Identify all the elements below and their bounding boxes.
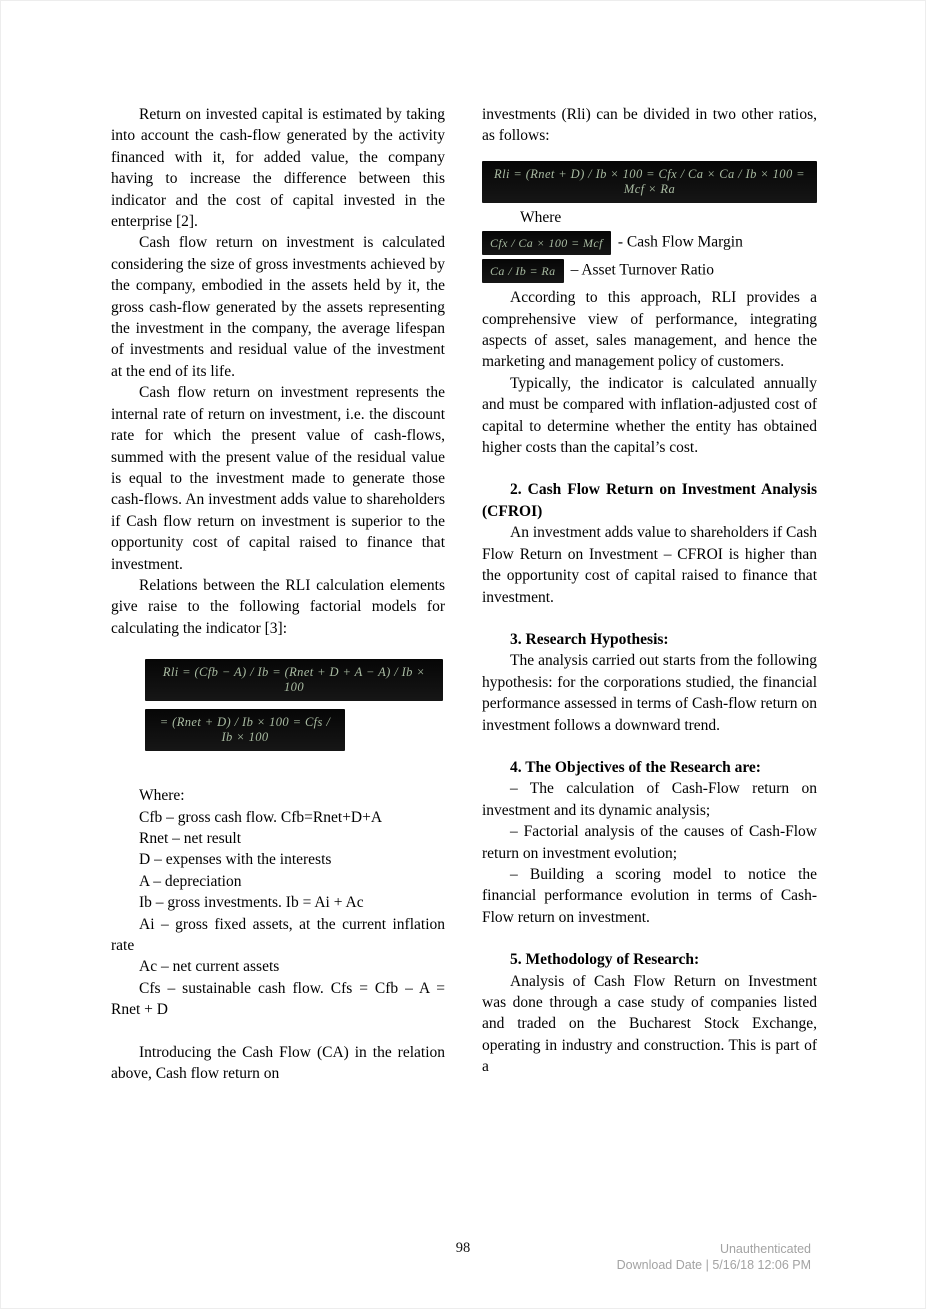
where-label: Where:	[139, 787, 185, 805]
paragraph: Return on invested capital is estimated by taking into account the cash-flow generated by the activity financed with it, for added value, the company having to increase the difference between this indicator and the cost of capital invested in the enterprise [2].	[111, 106, 445, 231]
formula-image-cash-flow-margin: Cfx / Ca × 100 = Mcf	[482, 231, 611, 255]
definition-line: D – expenses with the interests	[139, 851, 332, 869]
stamp-line-download-date: Download Date | 5/16/18 12:06 PM	[616, 1258, 811, 1272]
definition-line: Ac – net current assets	[139, 958, 280, 976]
left-column	[111, 104, 445, 1084]
download-stamp	[617, 1241, 811, 1273]
paragraph: An investment adds value to shareholders if Cash Flow Return on Investment – CFROI is higher than the opportunity cost of capital raised to finance that investment.	[482, 524, 817, 606]
formula-image-rli-model-2	[145, 709, 345, 751]
paragraph: Relations between the RLI calculation elements give raise to the following factorial models for calculating the indicator [3]:	[111, 576, 445, 637]
stamp-line-unauthenticated: Unauthenticated	[719, 1242, 811, 1256]
section-heading-hypothesis: 3. Research Hypothesis:	[510, 630, 669, 648]
objective-item: – The calculation of Cash-Flow return on investment and its dynamic analysis;	[482, 780, 817, 819]
cash-flow-margin-row	[482, 231, 817, 255]
spacer	[111, 765, 445, 785]
asset-turnover-row	[482, 259, 817, 283]
formula-image-rli-model-1	[145, 659, 443, 701]
objective-item: – Building a scoring model to notice the financial performance evolution in terms of Cash-Flow return on investment.	[482, 865, 817, 926]
ratio-caption: - Cash Flow Margin	[617, 233, 743, 251]
right-column	[482, 104, 817, 1084]
definition-line: Rnet – net result	[139, 829, 242, 847]
paragraph: Introducing the Cash Flow (CA) in the relation above, Cash flow return on	[111, 1043, 445, 1083]
objective-item: – Factorial analysis of the causes of Cash-Flow return on investment evolution;	[482, 823, 817, 862]
ratio-caption: – Asset Turnover Ratio	[570, 261, 714, 279]
paragraph: Cash flow return on investment represents the internal rate of return on investment, i.e. the discount rate for which the present value of cash-flows, summed with the present value of the residual value is equal to the investment made to generate those cash-flows. An investment adds value to shareholders if Cash flow return on investment is superior to the opportunity cost of capital raised to finance that investment.	[111, 384, 445, 573]
paragraph: According to this approach, RLI provides a comprehensive view of performance, integrating aspects of asset, sales management, and hence the marketing and management policy of customers.	[482, 289, 817, 371]
formula-text: = (Rnet + D) / Ib × 100 = Cfs / Ib × 100	[159, 715, 331, 745]
definition-line: Cfs – sustainable cash flow. Cfs = Cfb – A = Rnet + D	[111, 979, 445, 1019]
two-column-body	[1, 1, 925, 1084]
paragraph: Typically, the indicator is calculated annually and must be compared with inflation-adjusted cost of capital to determine whether the entity has obtained higher costs than the capital’s cost.	[482, 374, 817, 457]
section-heading-objectives: 4. The Objectives of the Research are:	[510, 758, 761, 776]
formula-text: Rli = (Rnet + D) / Ib × 100 = Cfx / Ca × Ca / Ib × 100 = Mcf × Ra	[494, 166, 805, 196]
paragraph: The analysis carried out starts from the following hypothesis: for the corporations studied, the financial performance assessed in terms of Cash-flow return on investment follows a downward trend.	[482, 652, 817, 734]
section-heading-cfroi: 2. Cash Flow Return on Investment Analysis (CFROI)	[482, 481, 817, 520]
formula-image-rli-decomposition	[482, 161, 817, 203]
definition-line: Cfb – gross cash flow. Cfb=Rnet+D+A	[139, 808, 383, 826]
paragraph: investments (Rli) can be divided in two other ratios, as follows:	[482, 106, 817, 145]
paragraph: Analysis of Cash Flow Return on Investment was done through a case study of companies listed and traded on the Bucharest Stock Exchange, operating in industry and construction. This is part of a	[482, 972, 817, 1076]
formula-image-asset-turnover: Ca / Ib = Ra	[482, 259, 564, 283]
formula-text: Rli = (Cfb − A) / Ib = (Rnet + D + A − A) / Ib × 100	[162, 665, 426, 695]
spacer	[111, 1021, 445, 1042]
where-label: Where	[520, 208, 562, 226]
section-heading-methodology: 5. Methodology of Research:	[510, 951, 700, 969]
definition-line: A – depreciation	[139, 872, 242, 890]
paragraph: Cash flow return on investment is calculated considering the size of gross investments achieved by the company, embodied in the assets held by it, the gross cash-flow generated by the assets representing the investment in the company, the average lifespan of investments and residual value of the investment at the end of its life.	[111, 234, 445, 380]
definition-line: Ai – gross fixed assets, at the current inflation rate	[111, 915, 445, 954]
definition-line: Ib – gross investments. Ib = Ai + Ac	[139, 894, 364, 912]
page-number: 98	[455, 1240, 471, 1256]
